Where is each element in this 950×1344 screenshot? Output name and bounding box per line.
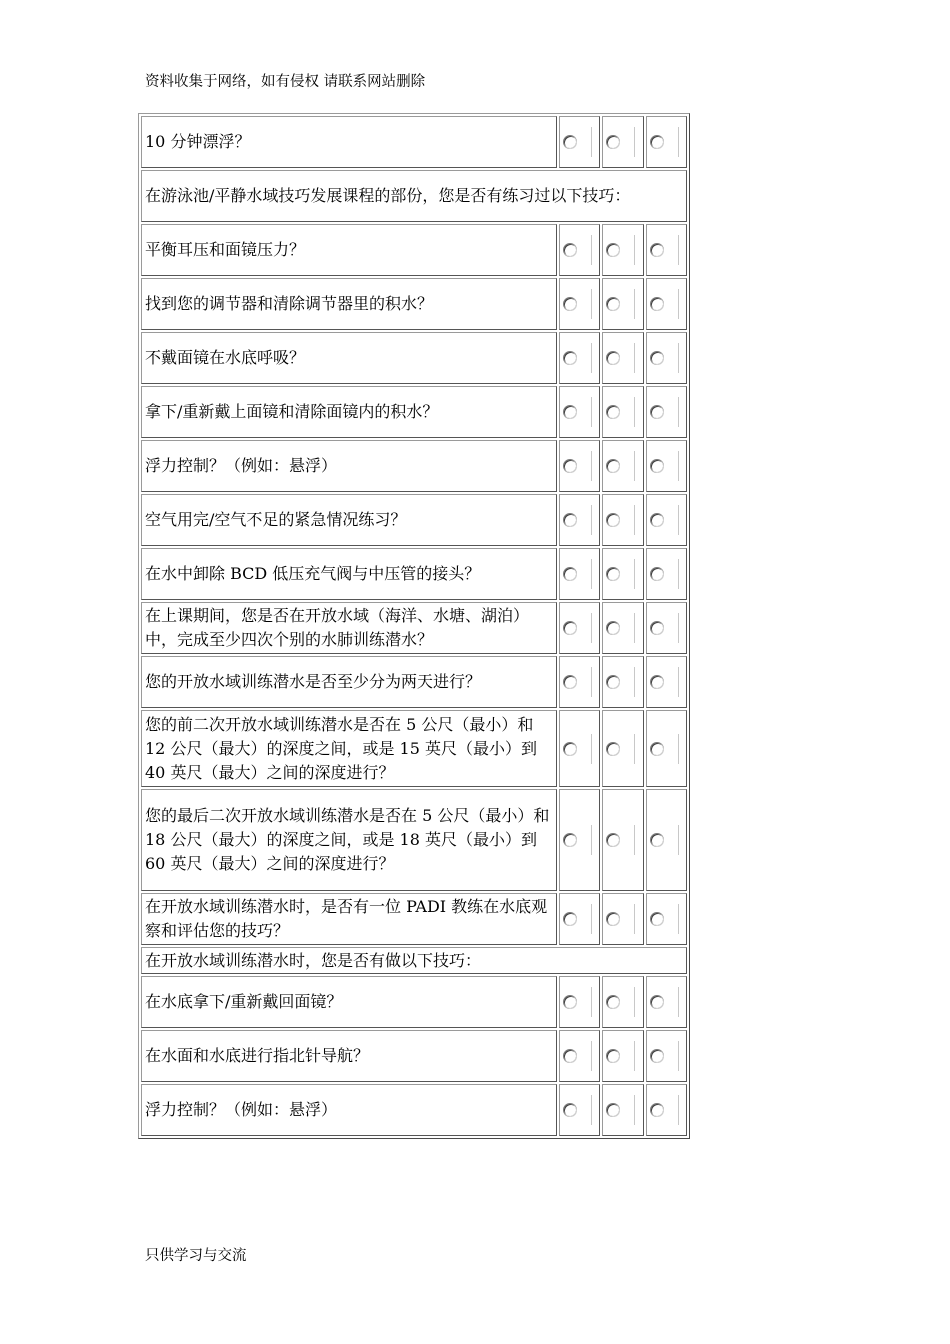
cell-divider (678, 505, 679, 535)
option-a-cell (559, 440, 600, 492)
option-c-cell (646, 893, 687, 945)
cell-divider (591, 505, 592, 535)
cell-divider (634, 343, 635, 373)
option-c-radio[interactable] (650, 243, 664, 257)
option-c-cell (646, 1030, 687, 1082)
option-c-cell (646, 548, 687, 600)
option-c-cell (646, 224, 687, 276)
option-b-cell (602, 224, 643, 276)
option-a-radio[interactable] (563, 742, 577, 756)
question-text: 在上课期间，您是否在开放水域（海洋、水塘、湖泊）中，完成至少四次个别的水肺训练潜水？ (141, 602, 557, 654)
question-row (141, 602, 687, 654)
cell-divider (591, 559, 592, 589)
cell-divider (678, 343, 679, 373)
option-a-cell (559, 548, 600, 600)
option-c-radio[interactable] (650, 833, 664, 847)
option-c-radio[interactable] (650, 513, 664, 527)
cell-divider (634, 505, 635, 535)
option-c-cell (646, 656, 687, 708)
question-text: 拿下/重新戴上面镜和清除面镜内的积水？ (141, 386, 557, 438)
option-a-cell (559, 789, 600, 891)
option-a-radio[interactable] (563, 297, 577, 311)
option-c-cell (646, 494, 687, 546)
option-b-cell (602, 494, 643, 546)
option-a-radio[interactable] (563, 1103, 577, 1117)
option-c-radio[interactable] (650, 405, 664, 419)
question-text: 您的前二次开放水域训练潜水是否在 5 公尺（最小）和 12 公尺（最大）的深度之间，或是 15 英尺（最小）到 40 英尺（最大）之间的深度进行？ (141, 710, 557, 787)
option-b-radio[interactable] (606, 297, 620, 311)
option-a-radio[interactable] (563, 459, 577, 473)
cell-divider (678, 559, 679, 589)
option-b-radio[interactable] (606, 513, 620, 527)
option-c-cell (646, 976, 687, 1028)
cell-divider (591, 235, 592, 265)
question-text: 10 分钟漂浮？ (141, 116, 557, 168)
cell-divider (634, 987, 635, 1017)
option-c-cell (646, 710, 687, 787)
cell-divider (591, 397, 592, 427)
cell-divider (678, 987, 679, 1017)
option-b-cell (602, 440, 643, 492)
question-row (141, 976, 687, 1028)
cell-divider (591, 904, 592, 934)
cell-divider (678, 825, 679, 855)
cell-divider (591, 451, 592, 481)
option-b-radio[interactable] (606, 459, 620, 473)
option-a-cell (559, 224, 600, 276)
option-b-cell (602, 789, 643, 891)
option-c-radio[interactable] (650, 1103, 664, 1117)
cell-divider (591, 825, 592, 855)
cell-divider (634, 451, 635, 481)
cell-divider (591, 289, 592, 319)
option-b-radio[interactable] (606, 995, 620, 1009)
option-c-cell (646, 602, 687, 654)
question-row (141, 710, 687, 787)
option-a-cell (559, 710, 600, 787)
section-heading: 在开放水域训练潜水时，您是否有做以下技巧： (141, 947, 687, 974)
option-a-radio[interactable] (563, 243, 577, 257)
option-c-radio[interactable] (650, 1049, 664, 1063)
cell-divider (591, 734, 592, 764)
option-c-radio[interactable] (650, 351, 664, 365)
option-a-radio[interactable] (563, 833, 577, 847)
question-text: 在开放水域训练潜水时，是否有一位 PADI 教练在水底观察和评估您的技巧？ (141, 893, 557, 945)
question-text: 平衡耳压和面镜压力？ (141, 224, 557, 276)
option-c-cell (646, 440, 687, 492)
question-text: 在水中卸除 BCD 低压充气阀与中压管的接头？ (141, 548, 557, 600)
option-b-cell (602, 278, 643, 330)
option-b-radio[interactable] (606, 243, 620, 257)
option-c-radio[interactable] (650, 567, 664, 581)
cell-divider (678, 235, 679, 265)
option-b-cell (602, 976, 643, 1028)
cell-divider (634, 1041, 635, 1071)
option-b-radio[interactable] (606, 1103, 620, 1117)
option-b-radio[interactable] (606, 405, 620, 419)
question-row (141, 224, 687, 276)
option-a-radio[interactable] (563, 567, 577, 581)
question-row (141, 1030, 687, 1082)
cell-divider (634, 1095, 635, 1125)
option-c-cell (646, 332, 687, 384)
option-c-radio[interactable] (650, 621, 664, 635)
option-a-cell (559, 494, 600, 546)
option-a-radio[interactable] (563, 621, 577, 635)
option-a-cell (559, 602, 600, 654)
cell-divider (678, 1095, 679, 1125)
cell-divider (591, 987, 592, 1017)
option-c-cell (646, 116, 687, 168)
option-b-cell (602, 332, 643, 384)
cell-divider (678, 734, 679, 764)
option-b-radio[interactable] (606, 567, 620, 581)
cell-divider (634, 235, 635, 265)
section-heading: 在游泳池/平静水域技巧发展课程的部份，您是否有练习过以下技巧： (141, 170, 687, 222)
option-b-cell (602, 602, 643, 654)
option-c-cell (646, 386, 687, 438)
option-b-radio[interactable] (606, 675, 620, 689)
option-c-cell (646, 278, 687, 330)
question-text: 您的开放水域训练潜水是否至少分为两天进行？ (141, 656, 557, 708)
option-a-cell (559, 656, 600, 708)
cell-divider (634, 289, 635, 319)
cell-divider (678, 667, 679, 697)
cell-divider (591, 613, 592, 643)
option-c-radio[interactable] (650, 742, 664, 756)
option-b-cell (602, 710, 643, 787)
question-text: 空气用完/空气不足的紧急情况练习？ (141, 494, 557, 546)
cell-divider (591, 1095, 592, 1125)
option-c-radio[interactable] (650, 675, 664, 689)
cell-divider (678, 127, 679, 157)
option-a-radio[interactable] (563, 995, 577, 1009)
cell-divider (678, 289, 679, 319)
option-a-cell (559, 278, 600, 330)
option-c-radio[interactable] (650, 995, 664, 1009)
option-a-cell (559, 332, 600, 384)
cell-divider (634, 613, 635, 643)
cell-divider (634, 397, 635, 427)
question-row (141, 494, 687, 546)
option-b-radio[interactable] (606, 351, 620, 365)
option-b-cell (602, 386, 643, 438)
option-a-radio[interactable] (563, 351, 577, 365)
option-c-cell (646, 1084, 687, 1136)
option-a-radio[interactable] (563, 675, 577, 689)
question-row (141, 278, 687, 330)
footer-note: 只供学习与交流 (145, 1248, 247, 1264)
cell-divider (591, 127, 592, 157)
cell-divider (634, 734, 635, 764)
question-row (141, 116, 687, 168)
cell-divider (678, 451, 679, 481)
option-c-cell (646, 789, 687, 891)
option-b-cell (602, 116, 643, 168)
cell-divider (678, 904, 679, 934)
cell-divider (591, 667, 592, 697)
option-a-radio[interactable] (563, 405, 577, 419)
option-c-radio[interactable] (650, 135, 664, 149)
option-a-cell (559, 1084, 600, 1136)
question-row (141, 440, 687, 492)
question-row (141, 332, 687, 384)
question-text: 不戴面镜在水底呼吸？ (141, 332, 557, 384)
option-a-radio[interactable] (563, 912, 577, 926)
option-a-radio[interactable] (563, 513, 577, 527)
option-a-cell (559, 1030, 600, 1082)
option-b-radio[interactable] (606, 833, 620, 847)
option-b-radio[interactable] (606, 742, 620, 756)
question-text: 在水底拿下/重新戴回面镜？ (141, 976, 557, 1028)
option-c-radio[interactable] (650, 912, 664, 926)
survey-table (138, 113, 690, 1139)
cell-divider (678, 397, 679, 427)
option-b-radio[interactable] (606, 912, 620, 926)
question-row (141, 893, 687, 945)
option-a-cell (559, 976, 600, 1028)
option-a-radio[interactable] (563, 1049, 577, 1063)
question-text: 在水面和水底进行指北针导航？ (141, 1030, 557, 1082)
option-b-radio[interactable] (606, 135, 620, 149)
cell-divider (678, 613, 679, 643)
header-note: 资料收集于网络，如有侵权 请联系网站删除 (145, 74, 426, 90)
question-text: 找到您的调节器和清除调节器里的积水？ (141, 278, 557, 330)
question-row (141, 1084, 687, 1136)
option-c-radio[interactable] (650, 459, 664, 473)
question-row (141, 386, 687, 438)
option-b-cell (602, 548, 643, 600)
cell-divider (634, 127, 635, 157)
question-text: 浮力控制？（例如：悬浮） (141, 1084, 557, 1136)
option-a-cell (559, 893, 600, 945)
option-a-radio[interactable] (563, 135, 577, 149)
question-row (141, 656, 687, 708)
question-row (141, 548, 687, 600)
option-a-cell (559, 386, 600, 438)
cell-divider (634, 825, 635, 855)
option-a-cell (559, 116, 600, 168)
option-c-radio[interactable] (650, 297, 664, 311)
option-b-radio[interactable] (606, 621, 620, 635)
section-row (141, 170, 687, 222)
option-b-cell (602, 656, 643, 708)
cell-divider (678, 1041, 679, 1071)
section-row (141, 947, 687, 974)
option-b-cell (602, 1084, 643, 1136)
question-row (141, 789, 687, 891)
cell-divider (634, 667, 635, 697)
cell-divider (591, 1041, 592, 1071)
cell-divider (634, 904, 635, 934)
option-b-radio[interactable] (606, 1049, 620, 1063)
question-text: 浮力控制？（例如：悬浮） (141, 440, 557, 492)
option-b-cell (602, 893, 643, 945)
question-text: 您的最后二次开放水域训练潜水是否在 5 公尺（最小）和 18 公尺（最大）的深度之间，或是 18 英尺（最小）到 60 英尺（最大）之间的深度进行？ (141, 789, 557, 891)
cell-divider (634, 559, 635, 589)
option-b-cell (602, 1030, 643, 1082)
cell-divider (591, 343, 592, 373)
